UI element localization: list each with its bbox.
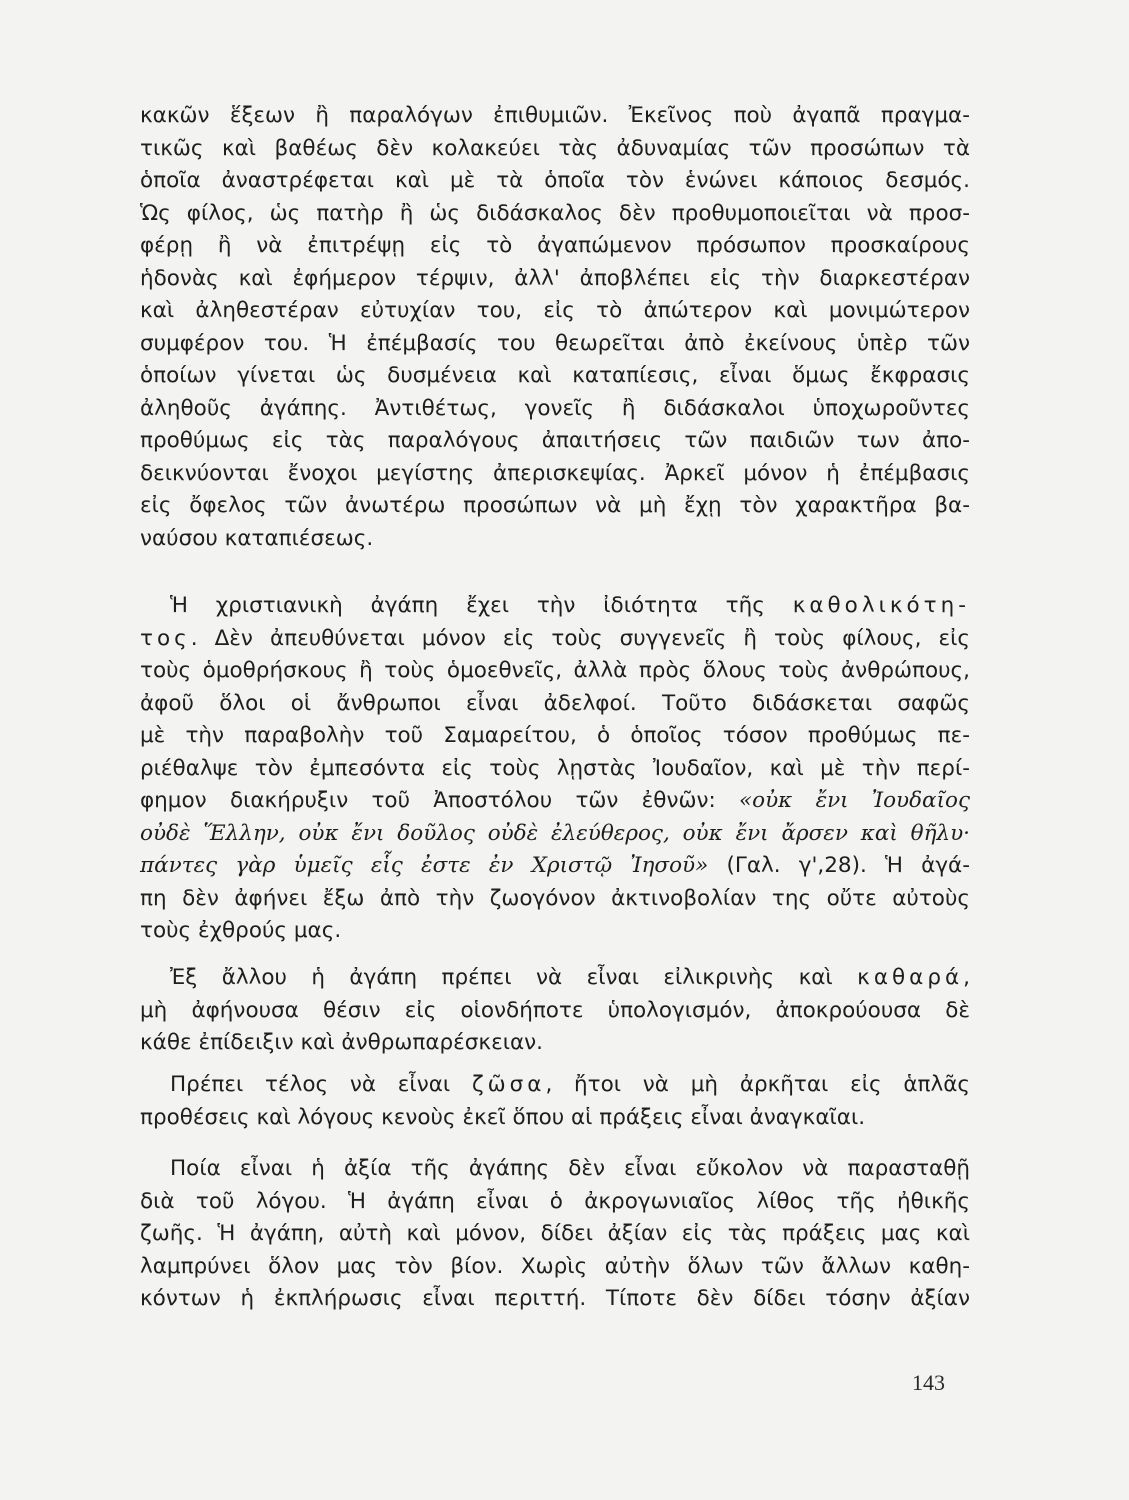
text-segment: , ἤτοι νὰ μὴ ἀρκῆται εἰς ἁπλᾶς (545, 1072, 970, 1097)
text-line: Ὡς φίλος, ὡς πατὴρ ἢ ὡς διδάσκαλος δὲν προθυμοποιεῖται νὰ προσ- (140, 200, 970, 226)
paragraph-5 (140, 1153, 970, 1316)
text-line: καὶ ἀληθεστέραν εὐτυχίαν του, εἰς τὸ ἀπώτερον καὶ μονιμώτερον (140, 298, 970, 323)
text-segment: , (963, 965, 970, 990)
text-segment: φημον διακήρυξιν τοῦ Ἀποστόλου τῶν ἐθνῶν: (140, 788, 740, 813)
page-number: 143 (912, 1370, 945, 1395)
text-line: κακῶν ἕξεων ἢ παραλόγων ἐπιθυμιῶν. Ἐκεῖνος ποὺ ἀγαπᾶ πραγμα- (140, 103, 970, 128)
text-line: ζωῆς. Ἡ ἀγάπη, αὐτὴ καὶ μόνον, δίδει ἀξίαν εἰς τὰς πράξεις μας καὶ (140, 1221, 970, 1246)
text-line: εἰς ὄφελος τῶν ἀνωτέρω προσώπων νὰ μὴ ἔχῃ τὸν χαρακτῆρα βα- (140, 493, 970, 518)
text-segment: . Δὲν ἀπευθύνεται μόνον εἰς τοὺς συγγενεῖς ἢ τοὺς φίλους, εἰς (190, 625, 970, 651)
text-line: Ποία εἶναι ἡ ἀξία τῆς ἀγάπης δὲν εἶναι εὔκολον νὰ παρασταθῇ (170, 1156, 970, 1181)
text-line (140, 818, 970, 851)
text-line: προθύμως εἰς τὰς παραλόγους ἀπαιτήσεις τῶν παιδιῶν των ἀπο- (140, 428, 970, 453)
text-line: μὴ ἀφήνουσα θέσιν εἰς οἱονδήποτε ὑπολογισμόν, ἀποκρούουσα δὲ (140, 997, 970, 1023)
text-line: φέρῃ ἢ νὰ ἐπιτρέψῃ εἰς τὸ ἀγαπώμενον πρόσωπον προσκαίρους (140, 233, 970, 258)
text-line: ναύσου καταπιέσεως. (140, 525, 374, 551)
text-line: μὲ τὴν παραβολὴν τοῦ Σαμαρείτου, ὁ ὁποῖος τόσον προθύμως πε- (140, 723, 970, 748)
emphasis-spaced: καθαρά (857, 965, 964, 990)
text-segment: Πρέπει τέλος νὰ εἶναι (170, 1072, 472, 1097)
text-line: ὁποῖα ἀναστρέφεται καὶ μὲ τὰ ὁποῖα τὸν ἑνώνει κάποιος δεσμός. (140, 168, 970, 193)
text-line (140, 785, 970, 818)
text-line: πη δὲν ἀφήνει ἔξω ἀπὸ τὴν ζωογόνον ἀκτινοβολίαν της οὔτε αὐτοὺς (140, 885, 970, 911)
text-segment: Ἐξ ἄλλου ἡ ἀγάπη πρέπει νὰ εἶναι εἰλικρινὴς καὶ (170, 965, 858, 990)
scripture-quote: οὐδὲ Ἕλλην, οὐκ ἔνι δοῦλος οὐδὲ ἐλεύθερος, οὐκ ἔνι ἄρσεν καὶ θῆλυ· (140, 820, 970, 846)
text-line: τοὺς ὁμοθρήσκους ἢ τοὺς ὁμοεθνεῖς, ἀλλὰ πρὸς ὅλους τοὺς ἀνθρώπους, (140, 658, 970, 683)
scripture-quote: «οὐκ ἔνι Ἰουδαῖος (739, 788, 970, 813)
emphasis-spaced: καθολικότη- (792, 593, 970, 618)
text-line (140, 590, 970, 623)
emphasis-spaced: ζῶσα (471, 1072, 546, 1097)
text-line: δεικνύονται ἔνοχοι μεγίστης ἀπερισκεψίας. Ἀρκεῖ μόνον ἡ ἐπέμβασις (140, 460, 970, 486)
text-line: τοὺς ἐχθρούς μας. (140, 918, 342, 943)
text-line: ἡδονὰς καὶ ἐφήμερον τέρψιν, ἀλλ' ἀποβλέπει εἰς τὴν διαρκεστέραν (140, 265, 970, 291)
text-line: διὰ τοῦ λόγου. Ἡ ἀγάπη εἶναι ὁ ἀκρογωνιαῖος λίθος τῆς ἠθικῆς (140, 1188, 970, 1214)
text-line: προθέσεις καὶ λόγους κενοὺς ἐκεῖ ὅπου αἱ πράξεις εἶναι ἀναγκαῖαι. (140, 1104, 866, 1130)
text-line: λαμπρύνει ὅλον μας τὸν βίον. Χωρὶς αὐτὴν ὅλων τῶν ἄλλων καθη- (140, 1253, 970, 1279)
emphasis-spaced: τος (140, 625, 191, 651)
text-line (140, 962, 970, 995)
text-line: ὁποίων γίνεται ὡς δυσμένεια καὶ καταπίεσις, εἶναι ὅμως ἔκφρασις (140, 363, 970, 388)
paragraph-2 (140, 590, 970, 948)
text-line: ἀφοῦ ὅλοι οἱ ἄνθρωποι εἶναι ἀδελφοί. Τοῦτο διδάσκεται σαφῶς (140, 690, 970, 716)
text-line (140, 623, 970, 656)
text-line: ριέθαλψε τὸν ἐμπεσόντα εἰς τοὺς λῃστὰς Ἰουδαῖον, καὶ μὲ τὴν περί- (140, 755, 970, 781)
text-line (140, 850, 970, 883)
text-line: συμφέρον του. Ἡ ἐπέμβασίς του θεωρεῖται ἀπὸ ἐκείνους ὑπὲρ τῶν (140, 330, 970, 356)
paragraph-3 (140, 962, 970, 1060)
text-line: τικῶς καὶ βαθέως δὲν κολακεύει τὰς ἀδυναμίας τῶν προσώπων τὰ (140, 135, 970, 161)
text-line: ἀληθοῦς ἀγάπης. Ἀντιθέτως, γονεῖς ἢ διδάσκαλοι ὑποχωροῦντες (140, 395, 970, 421)
text-line (140, 1069, 970, 1102)
text-segment: Ἡ χριστιανικὴ ἀγάπη ἔχει τὴν ἰδιότητα τῆς (170, 593, 793, 618)
text-line: κόντων ἡ ἐκπλήρωσις εἶναι περιττή. Τίποτε δὲν δίδει τόσην ἀξίαν (140, 1286, 970, 1311)
paragraph-4 (140, 1069, 970, 1134)
paragraph-1 (140, 100, 970, 555)
scripture-quote: πάντες γὰρ ὑμεῖς εἷς ἐστε ἐν Χριστῷ Ἰησοῦ» (140, 853, 709, 878)
text-segment: (Γαλ. γ',28). Ἡ ἀγά- (708, 853, 970, 878)
text-line: κάθε ἐπίδειξιν καὶ ἀνθρωπαρέσκειαν. (140, 1030, 543, 1055)
